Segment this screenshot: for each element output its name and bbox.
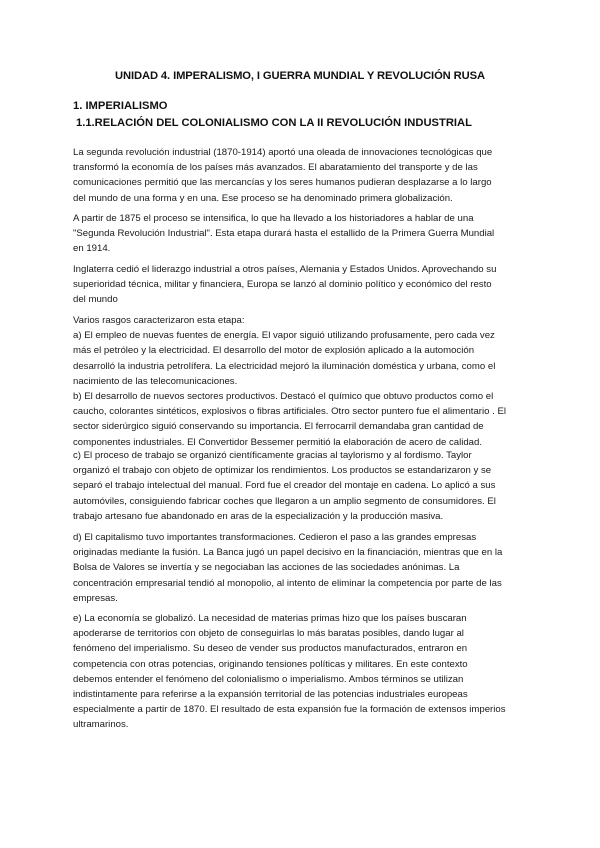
paragraph-line: caucho, colorantes sintéticos, explosivos o fibras artificiales. Otro sector puntero fue el alimentario . El xyxy=(73,406,506,418)
paragraph-line: "Segunda Revolución Industrial". Esta etapa durará hasta el estallido de la Primera Guerra Mundial xyxy=(73,228,495,240)
paragraph-line: en 1914. xyxy=(73,243,111,255)
paragraph-line: transformó la economía de los países más avanzados. El abaratamiento del transporte y de las xyxy=(73,162,478,174)
paragraph-line: superioridad técnica, militar y financiera, Europa se lanzó al dominio político y económico del resto xyxy=(73,279,492,291)
paragraph-line: A partir de 1875 el proceso se intensifica, lo que ha llevado a los historiadores a hablar de una xyxy=(73,213,474,224)
paragraph-line: sector siderúrgico siguió conservando su importancia. El ferrocarril demandaba gran cantidad de xyxy=(73,421,484,433)
document-title: UNIDAD 4. IMPERALISMO, I GUERRA MUNDIAL Y REVOLUCIÓN RUSA xyxy=(115,70,485,82)
paragraph-line: del mundo de una forma y en una. Ese proceso se ha denominado primera globalización. xyxy=(73,192,453,204)
paragraph-line: comunicaciones permitió que las mercancías y los seres humanos pudieran desplazarse a lo largo xyxy=(73,177,492,189)
paragraph-line: Bolsa de Valores se invertía y se negociaban las acciones de las sociedades anónimas. La xyxy=(73,562,460,574)
paragraph-line: indistintamente para referirse a la expansión territorial de las potencias industriales europeas xyxy=(73,689,468,701)
paragraph-line: b) El desarrollo de nuevos sectores productivos. Destacó el químico que obtuvo productos como el xyxy=(73,391,494,403)
paragraph-inglaterra xyxy=(73,262,535,308)
paragraph-line: ultramarinos. xyxy=(73,719,129,731)
paragraph-line: c) El proceso de trabajo se organizó científicamente gracias al taylorismo y al fordismo. Taylor xyxy=(73,450,472,461)
paragraph-rasgos xyxy=(73,313,535,450)
paragraph-line: del mundo xyxy=(73,294,118,306)
paragraph-taylorismo xyxy=(73,448,535,524)
paragraph-line: a) El empleo de nuevas fuentes de energía. El vapor siguió utilizando profusamente, pero cada vez xyxy=(73,330,495,342)
paragraph-capitalismo xyxy=(73,530,535,606)
paragraph-line: originadas mediante la fusión. La Banca jugó un papel decisivo en la financiación, mientras que en la xyxy=(73,547,503,559)
paragraph-line: empresas. xyxy=(73,592,118,604)
paragraph-line: Inglaterra cedió el liderazgo industrial a otros países, Alemania y Estados Unidos. Aprovechando su xyxy=(73,264,497,275)
paragraph-line: competencia con otras potencias, originando tensiones políticas y militares. En este contexto xyxy=(73,658,468,670)
paragraph-line: especialmente a partir de 1870. El resultado de esta expansión fue la formación de extensos imperios xyxy=(73,704,506,716)
paragraph-line: componentes industriales. El Convertidor Bessemer permitió la elaboración de acero de calidad. xyxy=(73,436,483,448)
paragraph-globalizacion xyxy=(73,611,535,733)
paragraph-1875 xyxy=(73,211,535,257)
paragraph-line: organizó el trabajo con objeto de optimizar los rendimientos. Los productos se estandarizaron y se xyxy=(73,465,492,477)
paragraph-line: debemos entender el fenómeno del colonialismo o imperialismo. Ambos términos se utilizan xyxy=(73,673,464,685)
paragraph-line: apoderarse de territorios con objeto de conseguirlas lo más baratas posibles, dando lugar al xyxy=(73,628,464,640)
paragraph-line: nacimiento de las telecomunicaciones. xyxy=(73,375,238,387)
paragraph-line: más el petróleo y la electricidad. El desarrollo del motor de explosión aplicado a la automoción xyxy=(73,345,475,357)
paragraph-line: Varios rasgos caracterizaron esta etapa: xyxy=(73,315,245,326)
paragraph-line: concentración empresarial tendió al monopolio, al intento de eliminar la competencia por parte de las xyxy=(73,577,502,589)
paragraph-line: La segunda revolución industrial (1870-1914) aportó una oleada de innovaciones tecnológicas que xyxy=(73,147,493,158)
paragraph-line: desarrolló la industria petrolífera. La electricidad mejoró la iluminación doméstica y urbana, como el xyxy=(73,360,496,372)
subsection-heading: 1.1.RELACIÓN DEL COLONIALISMO CON LA II REVOLUCIÓN INDUSTRIAL xyxy=(76,117,472,129)
paragraph-line: d) El capitalismo tuvo importantes transformaciones. Cedieron el paso a las grandes empresas xyxy=(73,532,477,543)
paragraph-line: e) La economía se globalizó. La necesidad de materias primas hizo que los países buscaran xyxy=(73,613,467,624)
paragraph-line: fenómeno del imperialismo. Su deseo de vender sus productos manufacturados, entraron en xyxy=(73,643,468,655)
paragraph-line: automóviles, consiguiendo fabricar coches que llegaron a un amplio segmento de consumidores. El xyxy=(73,495,496,507)
paragraph-line: trabajo artesano fue abandonado en aras de la especialización y la producción masiva. xyxy=(73,510,444,522)
paragraph-intro xyxy=(73,145,535,206)
paragraph-line: separó el trabajo intelectual del manual. Ford fue el creador del montaje en cadena. Lo aplicó a sus xyxy=(73,480,496,492)
section-heading: 1. IMPERIALISMO xyxy=(73,100,168,112)
